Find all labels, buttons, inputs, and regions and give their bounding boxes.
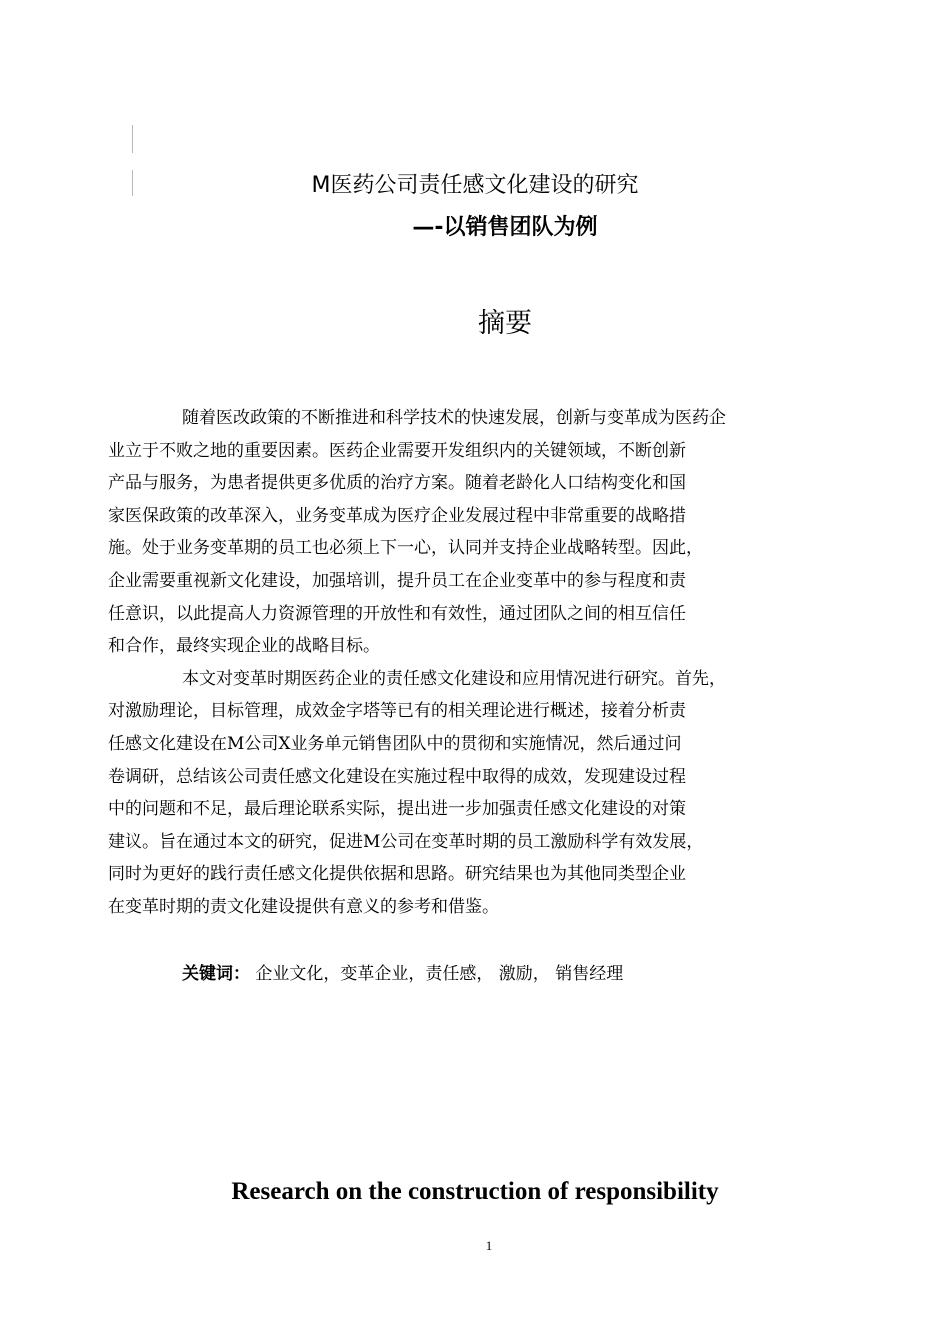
english-title: Research on the construction of responsibility — [231, 1178, 719, 1205]
text-line: 任感文化建设在M公司X业务单元销售团队中的贯彻和实施情况，然后通过问 — [108, 733, 682, 754]
text-line: 随着医改政策的不断推进和科学技术的快速发展，创新与变革成为医药企 — [182, 408, 726, 428]
text-line: 和合作，最终实现企业的战略目标。 — [108, 636, 380, 657]
text-line: 卷调研，总结该公司责任感文化建设在实施过程中取得的成效，发现建设过程 — [108, 766, 686, 787]
text-line: 业立于不败之地的重要因素。医药企业需要开发组织内的关键领域，不断创新 — [108, 440, 686, 461]
text-line: 企业需要重视新文化建设，加强培训，提升员工在企业变革中的参与程度和责 — [108, 570, 686, 591]
abstract-body — [108, 402, 807, 924]
text-line: 在变革时期的责文化建设提供有意义的参考和借鉴。 — [108, 896, 499, 917]
margin-mark — [132, 125, 133, 153]
keywords-text: 企业文化，变革企业，责任感， 激励， 销售经理 — [255, 964, 624, 984]
text-line: 建议。旨在通过本文的研究，促进M公司在变革时期的员工激励科学有效发展， — [108, 831, 704, 852]
text-line: 同时为更好的践行责任感文化提供依据和思路。研究结果也为其他同类型企业 — [108, 864, 686, 885]
document-title: M医药公司责任感文化建设的研究 — [311, 173, 639, 198]
text-line: 产品与服务，为患者提供更多优质的治疗方案。随着老龄化人口结构变化和国 — [108, 473, 686, 494]
text-line: 任意识，以此提高人力资源管理的开放性和有效性，通过团队之间的相互信任 — [108, 603, 686, 624]
page-number: 1 — [485, 1238, 493, 1253]
text-line: 家医保政策的改革深入，业务变革成为医疗企业发展过程中非常重要的战略措 — [108, 505, 686, 526]
text-line: 施。处于业务变革期的员工也必须上下一心，认同并支持企业战略转型。因此， — [108, 538, 703, 559]
abstract-paragraph — [108, 663, 807, 924]
text-line: 对激励理论，目标管理，成效金字塔等已有的相关理论进行概述，接着分析责 — [108, 701, 686, 722]
abstract-paragraph — [108, 402, 807, 663]
text-line: 本文对变革时期医药企业的责任感文化建设和应用情况进行研究。首先， — [182, 668, 726, 689]
keywords-line — [182, 958, 623, 990]
text-line: 中的问题和不足，最后理论联系实际，提出进一步加强责任感文化建设的对策 — [108, 799, 686, 820]
keywords-label: 关键词： — [182, 964, 250, 984]
abstract-heading: 摘要 — [478, 308, 532, 339]
document-subtitle: —-以销售团队为例 — [412, 215, 598, 240]
